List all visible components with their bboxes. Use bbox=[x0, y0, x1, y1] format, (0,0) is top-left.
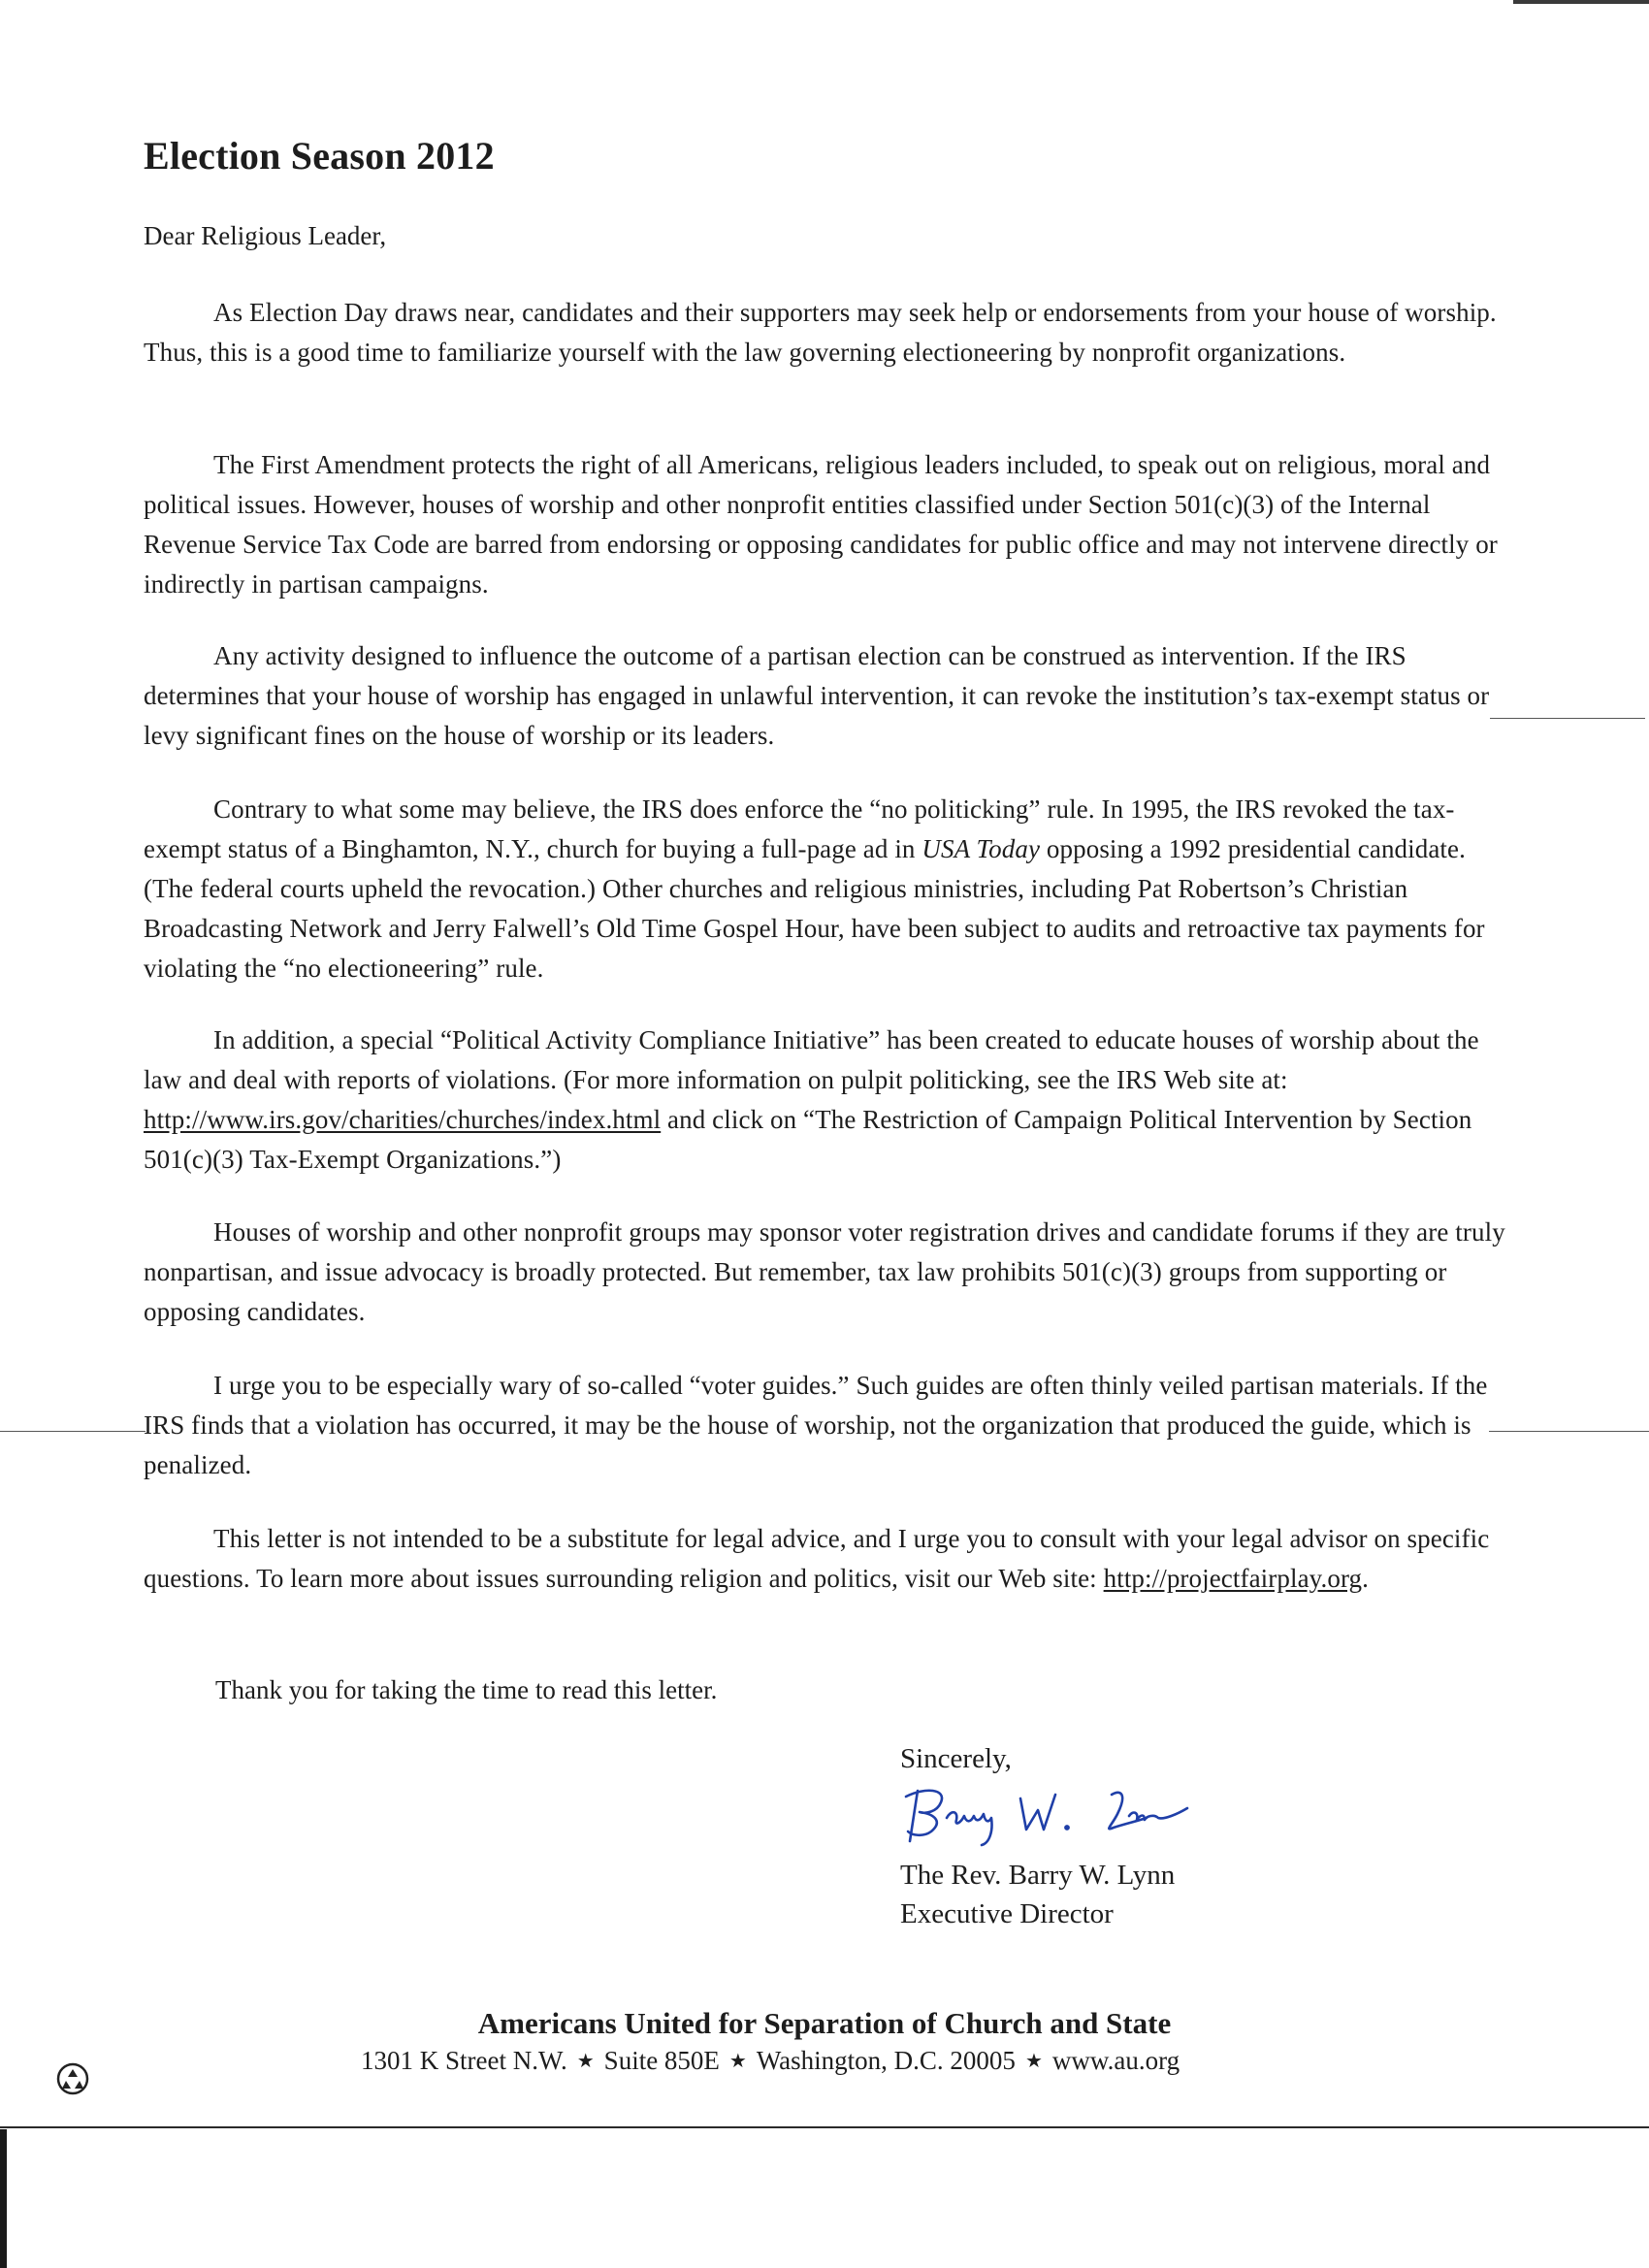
star-separator-icon: ★ bbox=[728, 2051, 747, 2072]
scan-edge-left bbox=[0, 2129, 7, 2268]
paragraph-election-day: As Election Day draws near, candidates and their supporters may seek help or endorsements from your house of worship. Thus, this is a good time to familiarize yourself with the law governing electioneering by nonprofit organizations. bbox=[144, 298, 1497, 367]
paragraph-text: This letter is not intended to be a substitute for legal advice, and I urge you to consult with your legal advisor on specific questions. To learn more about issues surrounding religion and politics, visit our Web site: bbox=[144, 1524, 1490, 1593]
address-line bbox=[361, 2046, 1180, 2076]
paragraph-text: Contrary to what some may believe, the IRS does enforce the “no politicking” rule. In 1995, the IRS revoked the tax-exempt status of a Binghamton, N.Y., church for buying a full-page ad in bbox=[144, 794, 1455, 863]
paragraph-text: opposing a 1992 presidential candidate. (The federal courts upheld the revocation.) Other churches and religious ministries, including Pat Robertson’s Christian Broadcasting Network and Jerry Falwell’s Old Time Gospel Hour, have been subject to audits and retroactive tax payments for violating the “no electioneering” rule. bbox=[144, 834, 1485, 983]
scan-mark-line bbox=[1490, 718, 1645, 719]
paragraph-enforcement bbox=[144, 790, 1506, 988]
address-street: 1301 K Street N.W. bbox=[361, 2046, 567, 2075]
address-web[interactable]: www.au.org bbox=[1051, 2046, 1180, 2075]
paragraph-compliance-initiative bbox=[144, 1021, 1506, 1180]
star-separator-icon: ★ bbox=[1024, 2051, 1043, 2072]
publication-name: USA Today bbox=[922, 834, 1041, 863]
irs-link[interactable]: http://www.irs.gov/charities/churches/index.html bbox=[144, 1105, 662, 1134]
star-separator-icon: ★ bbox=[576, 2051, 595, 2072]
signer-block bbox=[900, 1856, 1175, 1933]
paragraph-text: In addition, a special “Political Activity Compliance Initiative” has been created to educate houses of worship about the law and deal with reports of violations. (For more information on pulpit politicking, see the IRS Web site at: bbox=[144, 1025, 1479, 1094]
signoff: Sincerely, bbox=[900, 1743, 1012, 1774]
organization-name bbox=[0, 2006, 1649, 2041]
paragraph-voter-registration: Houses of worship and other nonprofit groups may sponsor voter registration drives and candidate forums if they are truly nonpartisan, and issue advocacy is broadly protected. But remember, tax law prohibits 501(c)(3) groups from supporting or opposing candidates. bbox=[144, 1217, 1505, 1326]
paragraph-text: and click on “The Restriction of Campaign Political Intervention by Section 501(c)(3) Tax-Exempt Organizations.”) bbox=[144, 1105, 1472, 1174]
footer-rule bbox=[0, 2126, 1649, 2128]
paragraph-legal-advice bbox=[144, 1519, 1506, 1599]
organization-name-text: Americans United for Separation of Church and State bbox=[477, 2006, 1172, 2040]
letter-title: Election Season 2012 bbox=[144, 134, 495, 178]
scan-mark-line bbox=[0, 1431, 146, 1432]
address-suite: Suite 850E bbox=[603, 2046, 720, 2075]
recycle-icon bbox=[56, 2062, 89, 2095]
paragraph-first-amendment: The First Amendment protects the right of all Americans, religious leaders included, to speak out on religious, moral and political issues. However, houses of worship and other nonprofit entities classified under Section 501(c)(3) of the Internal Revenue Service Tax Code are barred from endorsing or opposing candidates for public office and may not intervene directly or indirectly in partisan campaigns. bbox=[144, 450, 1498, 599]
address-city: Washington, D.C. 20005 bbox=[756, 2046, 1016, 2075]
scan-edge-top bbox=[1513, 0, 1649, 4]
paragraph-text: . bbox=[1362, 1564, 1370, 1593]
scan-mark-line bbox=[1489, 1431, 1649, 1432]
paragraph-voter-guides: I urge you to be especially wary of so-called “voter guides.” Such guides are often thinly veiled partisan materials. If the IRS finds that a violation has occurred, it may be the house of worship, not the organization that produced the guide, which is penalized. bbox=[144, 1371, 1488, 1479]
website-link[interactable]: http://projectfairplay.org bbox=[1103, 1564, 1363, 1593]
signature-image bbox=[896, 1775, 1197, 1853]
salutation: Dear Religious Leader, bbox=[144, 221, 387, 250]
paragraph-intervention: Any activity designed to influence the outcome of a partisan election can be construed as intervention. If the IRS determines that your house of worship has engaged in unlawful intervention, it can revoke the institution’s tax-exempt status or levy significant fines on the house of worship or its leaders. bbox=[144, 641, 1490, 750]
signer-name: The Rev. Barry W. Lynn bbox=[900, 1860, 1176, 1891]
signer-title: Executive Director bbox=[900, 1898, 1114, 1929]
closing-line: Thank you for taking the time to read this letter. bbox=[215, 1675, 718, 1704]
